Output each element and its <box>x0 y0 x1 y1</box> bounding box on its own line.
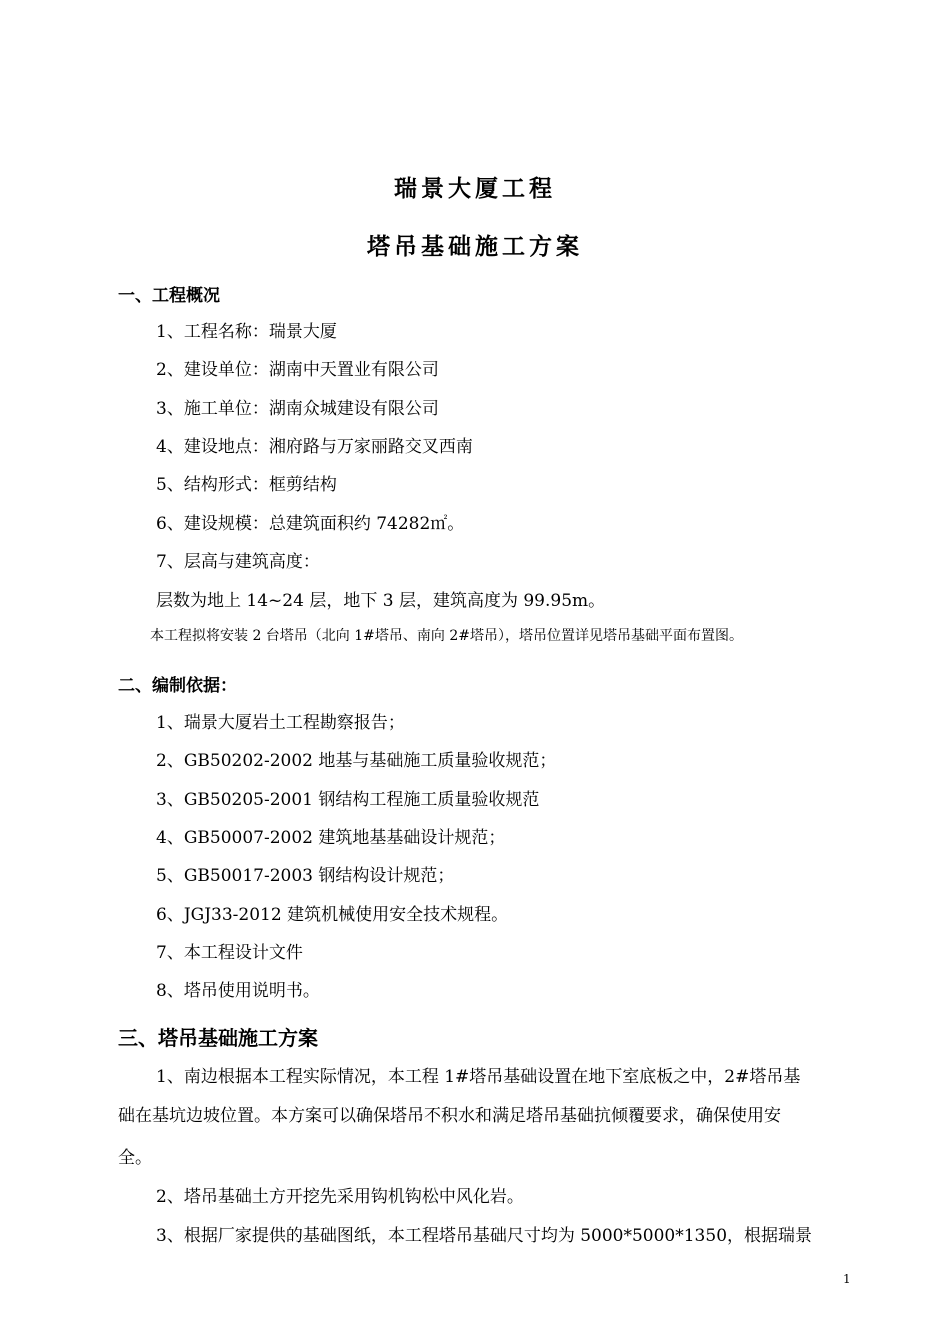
list-item: 2、建设单位：湖南中天置业有限公司 <box>156 360 439 380</box>
paragraph-line: 础在基坑边坡位置。本方案可以确保塔吊不积水和满足塔吊基础抗倾覆要求，确保使用安 <box>118 1106 781 1126</box>
paragraph-line: 2、塔吊基础土方开挖先采用钩机钩松中风化岩。 <box>156 1187 524 1207</box>
list-item: 3、GB50205-2001 钢结构工程施工质量验收规范 <box>156 790 540 810</box>
list-item: 3、施工单位：湖南众城建设有限公司 <box>156 399 439 419</box>
list-item: 7、本工程设计文件 <box>156 943 303 963</box>
list-item: 5、结构形式：框剪结构 <box>156 475 337 495</box>
list-item: 8、塔吊使用说明书。 <box>156 981 320 1001</box>
tower-crane-note: 本工程拟将安装 2 台塔吊（北向 1#塔吊、南向 2#塔吊），塔吊位置详见塔吊基础平面布置图。 <box>150 628 743 644</box>
list-item: 4、建设地点：湘府路与万家丽路交叉西南 <box>156 437 473 457</box>
paragraph-line: 1、南边根据本工程实际情况，本工程 1#塔吊基础设置在地下室底板之中，2#塔吊基 <box>156 1067 801 1087</box>
list-item: 6、建设规模：总建筑面积约 74282㎡。 <box>156 514 465 534</box>
list-item: 7、层高与建筑高度： <box>156 552 320 572</box>
section-heading-plan: 三、塔吊基础施工方案 <box>118 1026 318 1050</box>
list-item: 2、GB50202-2002 地基与基础施工质量验收规范； <box>156 751 557 771</box>
list-item: 4、GB50007-2002 建筑地基基础设计规范； <box>156 828 506 848</box>
list-item: 1、瑞景大厦岩土工程勘察报告； <box>156 713 405 733</box>
list-item: 层数为地上 14~24 层，地下 3 层，建筑高度为 99.95m。 <box>156 591 606 611</box>
paragraph-line: 3、根据厂家提供的基础图纸，本工程塔吊基础尺寸均为 5000*5000*1350，根据瑞景 <box>156 1226 813 1246</box>
section-heading-overview: 一、工程概况 <box>118 286 220 306</box>
list-item: 1、工程名称：瑞景大厦 <box>156 322 337 342</box>
list-item: 6、JGJ33-2012 建筑机械使用安全技术规程。 <box>156 905 509 925</box>
document-subtitle: 塔吊基础施工方案 <box>367 233 583 260</box>
section-heading-basis: 二、编制依据： <box>118 676 237 696</box>
list-item: 5、GB50017-2003 钢结构设计规范； <box>156 866 455 886</box>
paragraph-line: 全。 <box>118 1148 152 1168</box>
page-number: 1 <box>843 1272 851 1286</box>
document-title: 瑞景大厦工程 <box>394 175 556 202</box>
